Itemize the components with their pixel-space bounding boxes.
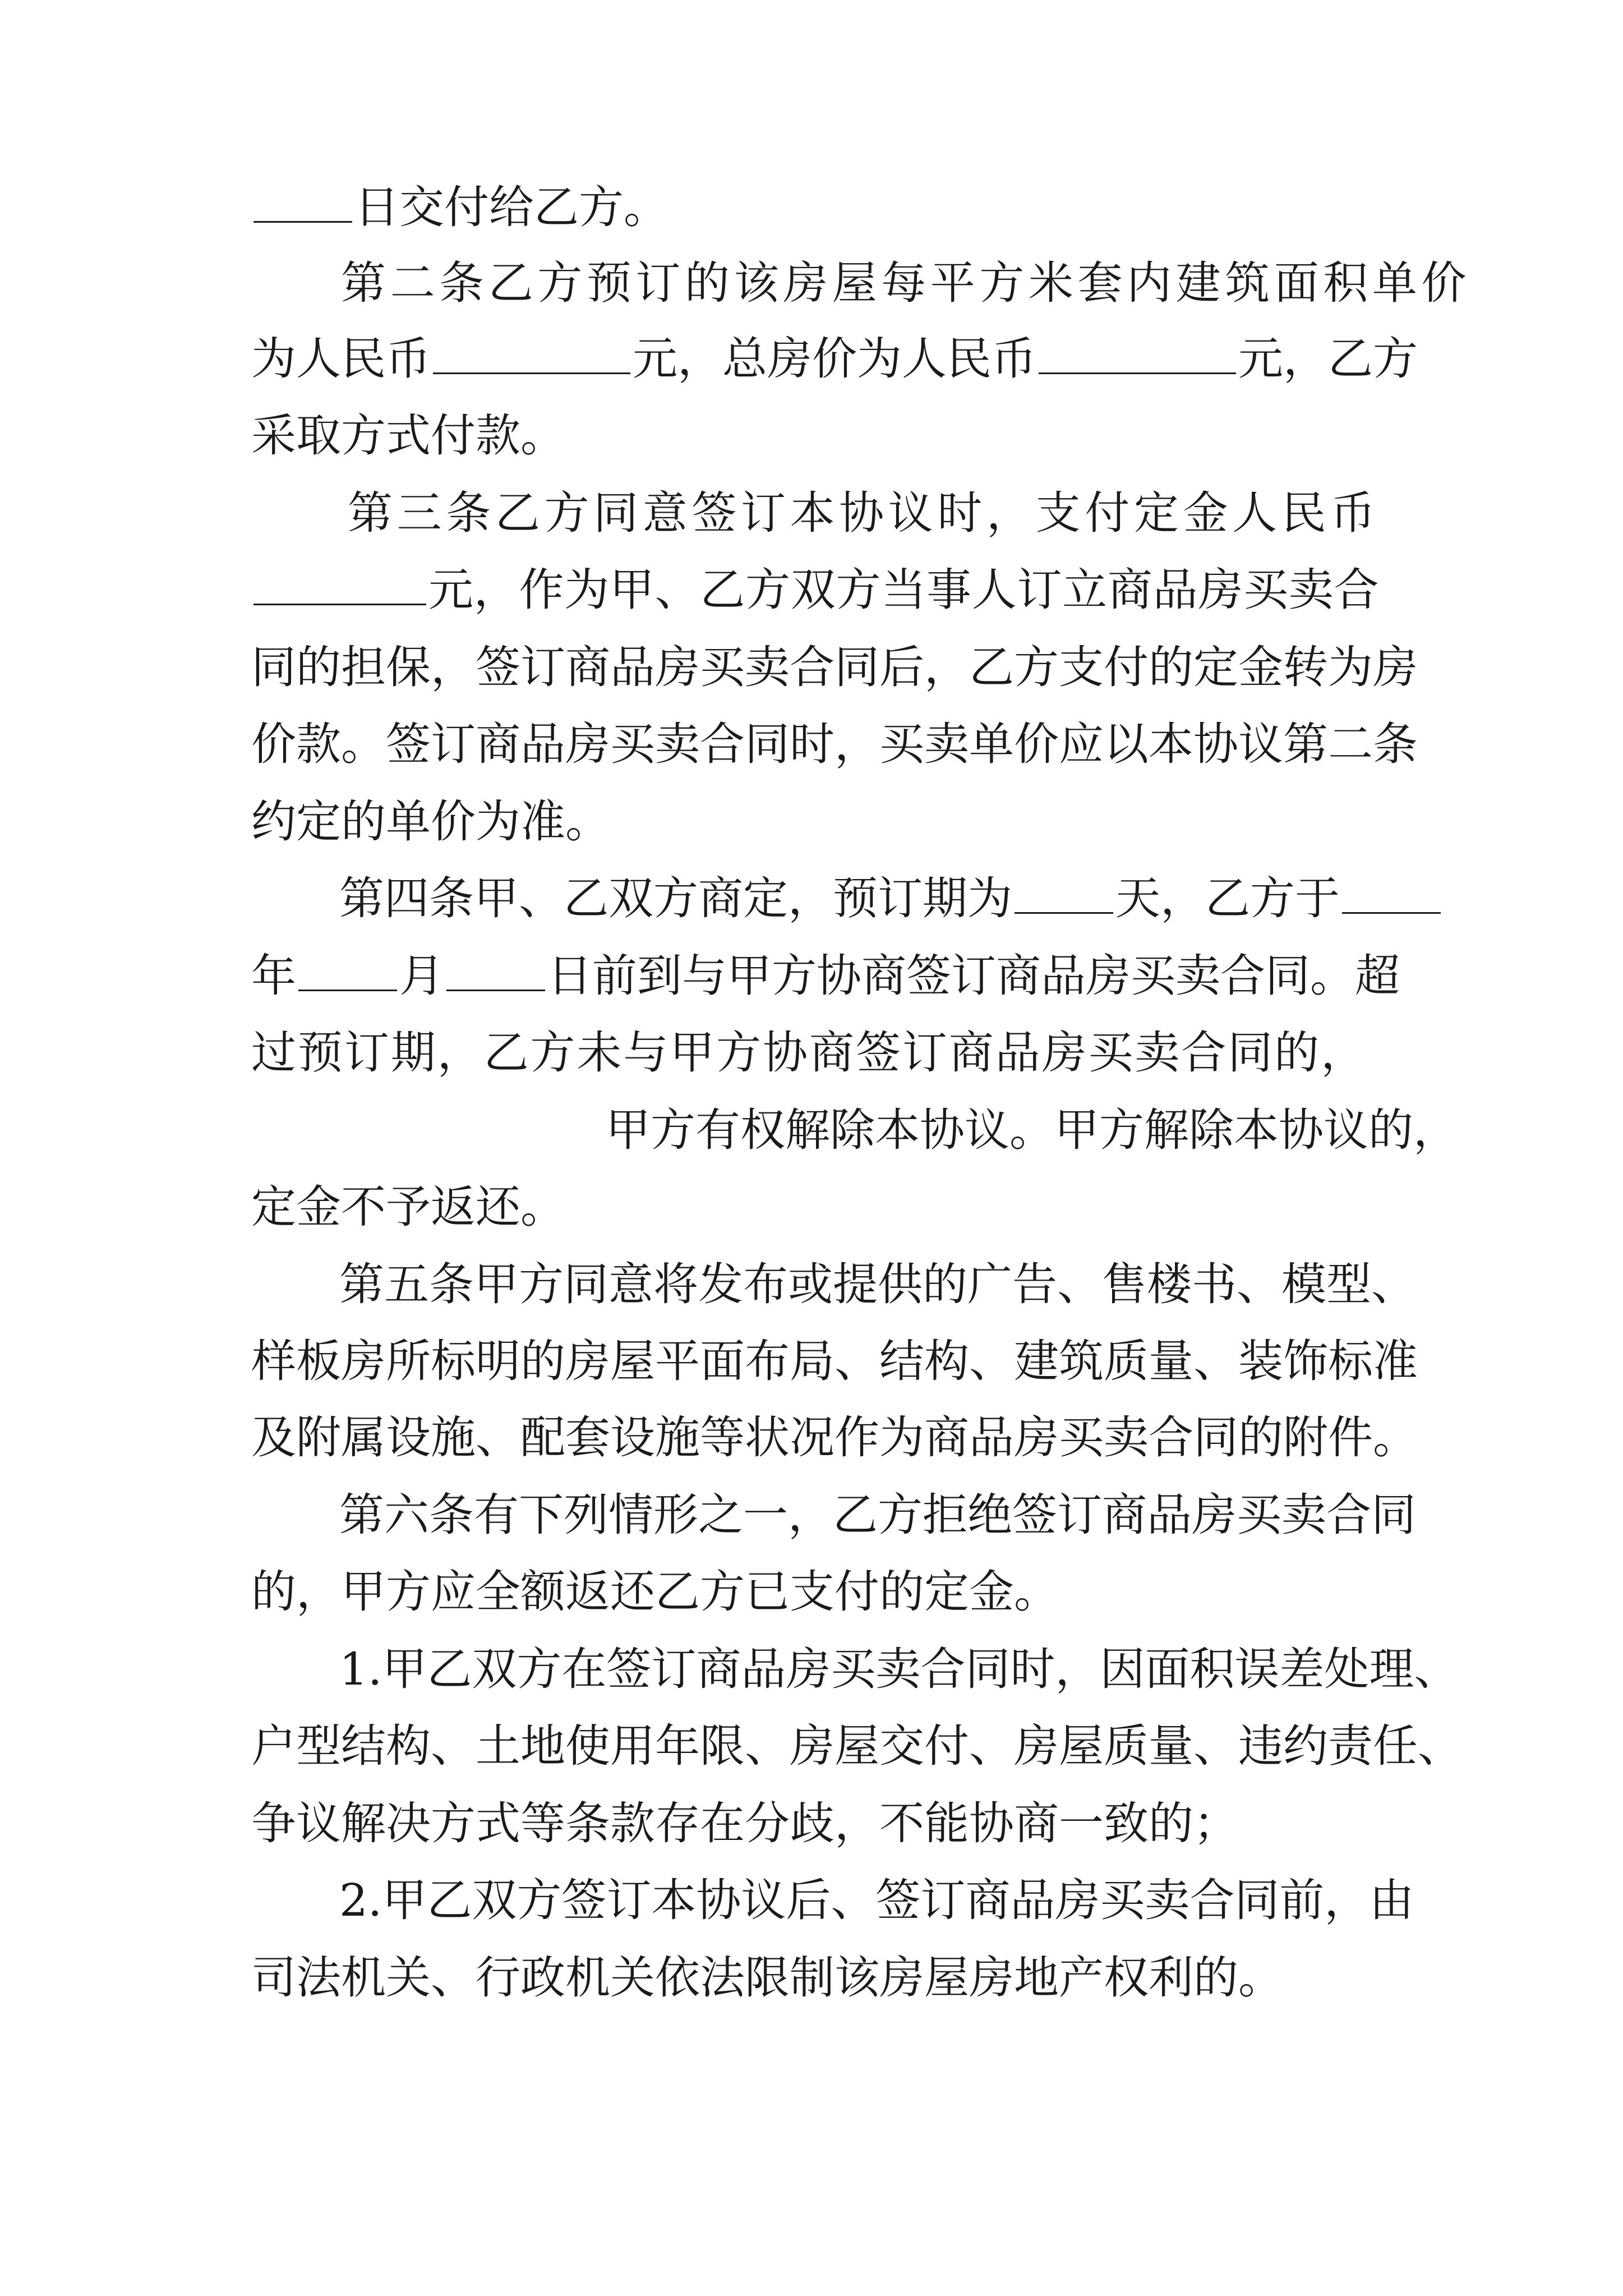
text-segment: 采取方式付款。 <box>251 409 565 462</box>
text-segment: 约定的单价为准。 <box>251 795 610 848</box>
text-line-24 <box>251 1944 1283 2012</box>
text-line-8 <box>251 711 1418 778</box>
text-line-3 <box>251 325 1418 393</box>
text-segment: 1.甲乙双方在签订商品房买卖合同时，因面积误差处理、 <box>339 1643 1459 1695</box>
text-segment: 第五条甲方同意将发布或提供的广告、售楼书、模型、 <box>339 1258 1416 1310</box>
text-segment: 2.甲乙双方签订本协议后、签订商品房买卖合同前，由 <box>339 1874 1414 1926</box>
text-segment: 为人民币 <box>251 333 431 385</box>
text-line-9 <box>251 788 610 855</box>
text-segment: 户型结构、土地使用年限、房屋交付、房屋质量、违约责任、 <box>251 1720 1463 1772</box>
text-line-17 <box>251 1404 1418 1471</box>
text-segment: 样板房所标明的房屋平面布局、结构、建筑质量、装饰标准 <box>251 1335 1418 1387</box>
text-line-2 <box>341 250 1470 317</box>
text-segment: 司法机关、行政机关依法限制该房屋房地产权利的。 <box>251 1952 1283 2004</box>
text-segment: 日交付给乙方。 <box>354 181 668 233</box>
text-line-14 <box>251 1174 565 1241</box>
text-segment: 年 <box>251 950 296 1002</box>
fill-in-blank <box>446 949 545 991</box>
fill-in-blank <box>1342 872 1441 914</box>
text-line-4 <box>251 402 565 470</box>
text-line-20 <box>339 1636 1459 1703</box>
text-segment: 争议解决方式等条款存在分歧，不能协商一致的； <box>251 1797 1238 1849</box>
text-segment: 元，乙方 <box>1238 333 1418 385</box>
text-line-15 <box>339 1251 1416 1318</box>
text-line-21 <box>251 1713 1463 1780</box>
text-line-13 <box>606 1097 1458 1164</box>
fill-in-blank <box>433 332 630 374</box>
text-segment: 甲方有权解除本协议。甲方解除本协议的， <box>606 1104 1458 1156</box>
text-line-11 <box>251 942 1400 1010</box>
text-line-22 <box>251 1790 1238 1857</box>
text-line-10 <box>339 865 1443 932</box>
text-segment: 日前到与甲方协商签订商品房买卖合同。超 <box>547 950 1400 1002</box>
text-segment: 的，甲方应全额返还乙方已支付的定金。 <box>251 1566 1059 1618</box>
text-segment: 元，作为甲、乙方双方当事人订立商品房买卖合 <box>428 564 1380 616</box>
text-segment: 第二条乙方预订的该房屋每平方米套内建筑面积单价 <box>341 257 1470 309</box>
text-line-6 <box>251 556 1379 624</box>
text-line-12 <box>251 1019 1367 1087</box>
text-segment: 天，乙方于 <box>1115 872 1340 924</box>
fill-in-blank <box>1015 872 1113 914</box>
text-segment: 同的担保，签订商品房买卖合同后，乙方支付的定金转为房 <box>251 641 1418 693</box>
text-segment: 第三条乙方同意签订本协议时，支付定金人民币 <box>348 487 1380 539</box>
text-segment: 月 <box>399 950 444 1002</box>
text-line-1 <box>251 174 668 241</box>
text-line-7 <box>251 634 1418 701</box>
text-segment: 价款。签订商品房买卖合同时，买卖单价应以本协议第二条 <box>251 718 1418 770</box>
text-segment: 第六条有下列情形之一，乙方拒绝签订商品房买卖合同 <box>339 1489 1416 1541</box>
text-line-19 <box>251 1558 1059 1626</box>
text-segment: 及附属设施、配套设施等状况作为商品房买卖合同的附件。 <box>251 1411 1418 1464</box>
text-segment: 定金不予返还。 <box>251 1181 565 1233</box>
text-segment: 过预订期，乙方未与甲方协商签订商品房买卖合同的， <box>251 1027 1367 1079</box>
fill-in-blank <box>1039 332 1236 374</box>
text-segment: 第四条甲、乙双方商定，预订期为 <box>339 872 1012 924</box>
text-line-16 <box>251 1328 1418 1395</box>
text-line-23 <box>339 1867 1414 1934</box>
fill-in-blank <box>253 181 352 223</box>
text-line-18 <box>339 1481 1416 1549</box>
fill-in-blank <box>253 563 426 605</box>
text-segment: 元，总房价为人民币 <box>633 333 1036 385</box>
text-line-5 <box>348 480 1380 547</box>
fill-in-blank <box>298 949 397 991</box>
